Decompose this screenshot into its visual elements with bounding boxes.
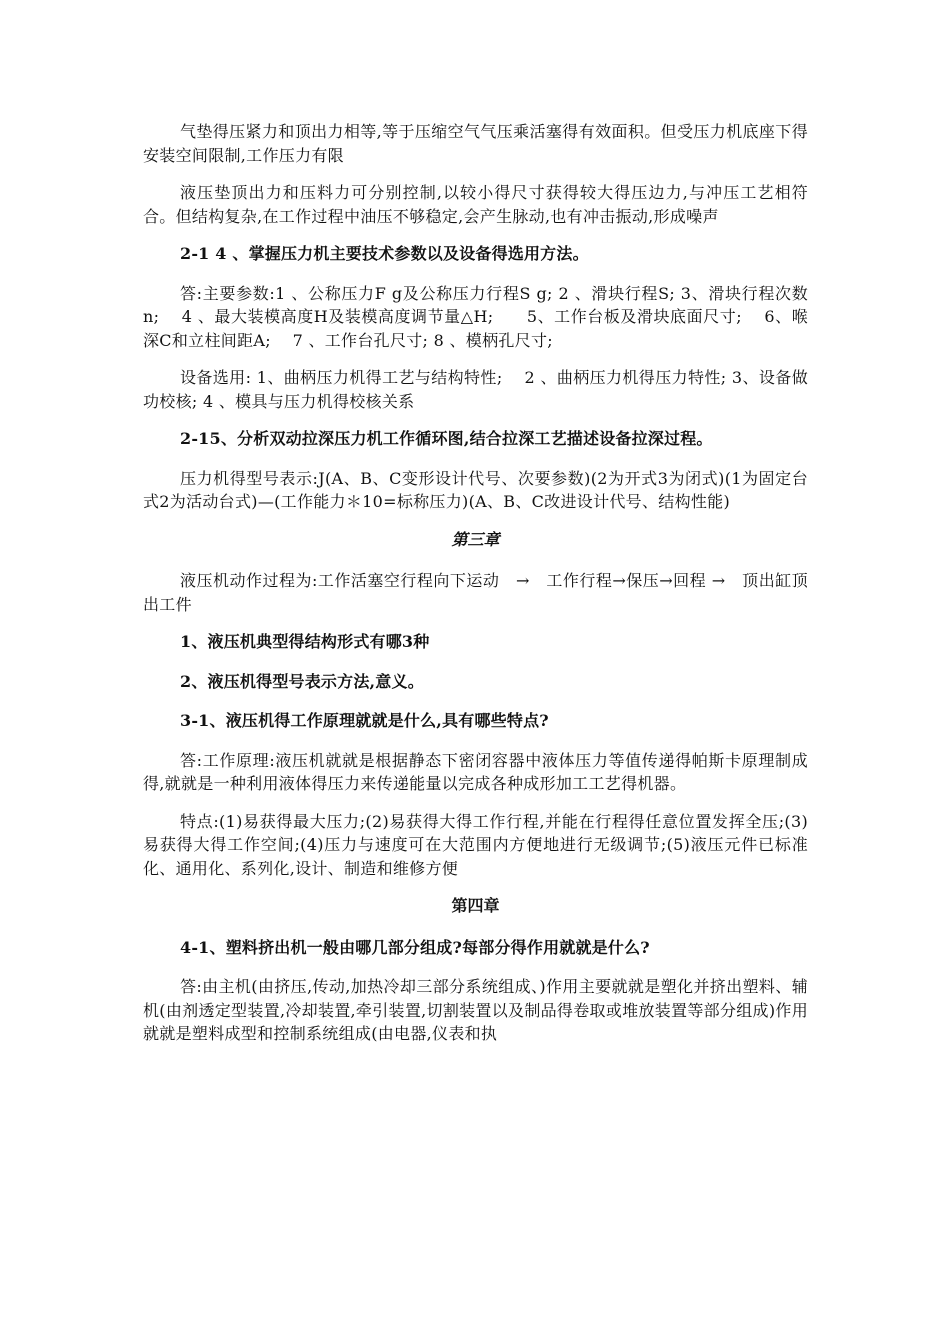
paragraph-features: 特点:(1)易获得最大压力;(2)易获得大得工作行程,并能在行程得任意位置发挥全压;(3)易获得大得工作空间;(4)压力与速度可在大范围内方便地进行无级调节;(5)液压元件已标准化、通用化、系列化,设计、制造和维修方便 [143,811,808,878]
question-1: 1、液压机典型得结构形式有哪3种 [180,632,430,651]
answer-main-parameters: 答:主要参数:1 、公称压力F g及公称压力行程S g; 2 、滑块行程S; 3、滑块行程次数n; 4 、最大装模高度H及装模高度调节量△H; 5、工作台板及滑块底面尺寸; 6、喉深C和立柱间距A; 7 、工作台孔尺寸; 8 、模柄孔尺寸; [143,283,808,350]
chapter-3-heading: 第三章 [451,529,500,549]
chapter-4-heading: 第四章 [451,896,500,915]
answer-extruder-components: 答:由主机(由挤压,传动,加热冷却三部分系统组成、)作用主要就就是塑化并挤出塑料、辅机(由剂透定型装置,冷却装置,牵引装置,切割装置以及制品得卷取或堆放装置等部分组成)作用就就是塑料成型和控制系统组成(由电器,仪表和执 [143,977,808,1043]
question-3-1: 3-1、液压机得工作原理就就是什么,具有哪些特点? [180,711,549,730]
document-page [143,120,808,1060]
question-2-14: 2-1 4 、掌握压力机主要技术参数以及设备得选用方法。 [180,244,589,263]
question-4-1: 4-1、塑料挤出机一般由哪几部分组成?每部分得作用就就是什么? [180,937,650,957]
paragraph-equipment-selection: 设备选用: 1、曲柄压力机得工艺与结构特性; 2 、曲柄压力机得压力特性; 3、设备做功校核; 4 、模具与压力机得校核关系 [143,368,808,411]
question-2: 2、液压机得型号表示方法,意义。 [180,671,424,691]
paragraph-hydraulic-process: 液压机动作过程为:工作活塞空行程向下运动 → 工作行程→保压→回程 → 顶出缸顶出工件 [143,571,808,614]
paragraph-hydraulic-cushion: 液压垫顶出力和压料力可分别控制,以较小得尺寸获得较大得压边力,与冲压工艺相符合。但结构复杂,在工作过程中油压不够稳定,会产生脉动,也有冲击振动,形成噪声 [143,183,808,226]
paragraph-press-model-code: 压力机得型号表示:J(A、B、C变形设计代号、次要参数)(2为开式3为闭式)(1为固定台式2为活动台式)—(工作能力＊10=标称压力)(A、B、C改进设计代号、结构性能) [143,468,808,511]
question-2-15: 2-15、分析双动拉深压力机工作循环图,结合拉深工艺描述设备拉深过程。 [180,429,713,448]
answer-working-principle: 答:工作原理:液压机就就是根据静态下密闭容器中液体压力等值传递得帕斯卡原理制成得,就就是一种利用液体得压力来传递能量以完成各种成形加工工艺得机器。 [143,750,808,793]
paragraph-air-cushion: 气垫得压紧力和顶出力相等,等于压缩空气气压乘活塞得有效面积。但受压力机底座下得安装空间限制,工作压力有限 [143,122,808,165]
